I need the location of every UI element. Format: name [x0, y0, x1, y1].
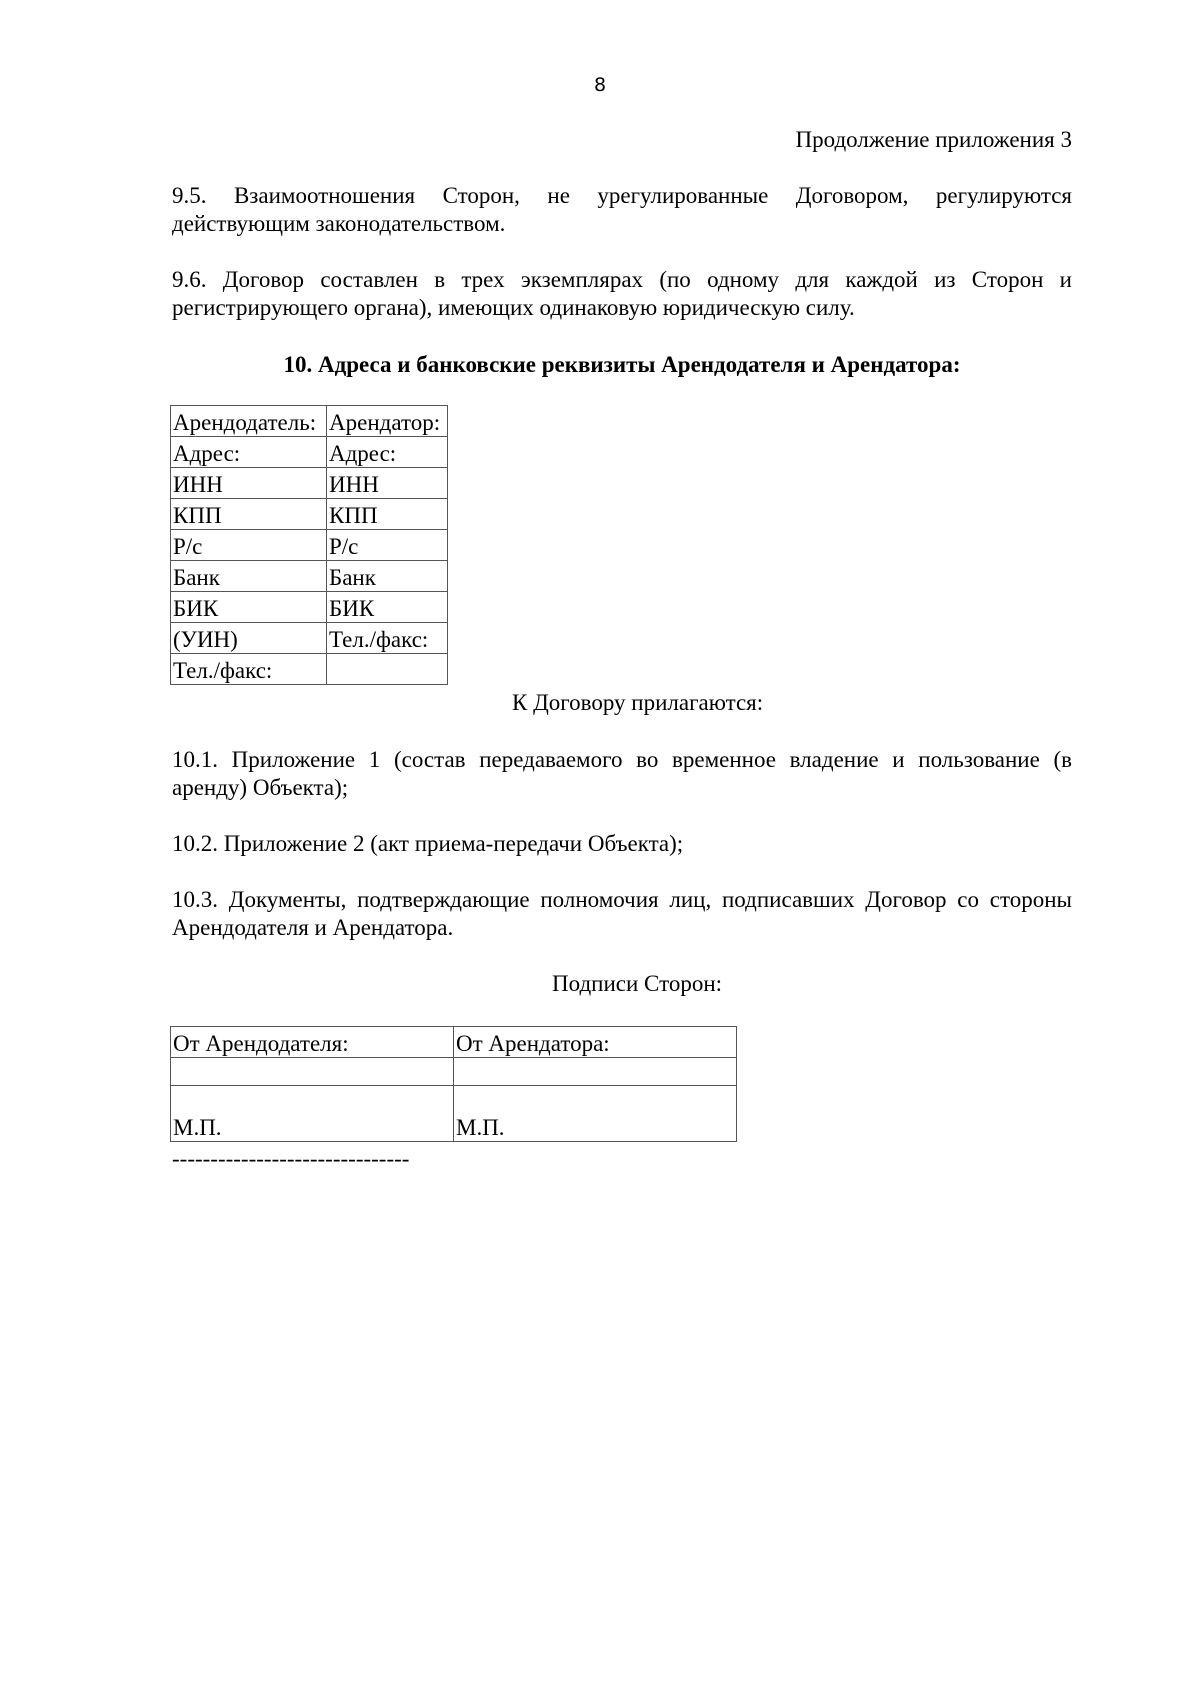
lessee-stamp-place: М.П. [454, 1086, 737, 1142]
table-cell: БИК [327, 592, 448, 623]
table-cell [327, 654, 448, 685]
lessee-signature-header: От Арендатора: [454, 1027, 737, 1058]
bank-details-table [170, 405, 448, 685]
clause-9-5: 9.5. Взаимоотношения Сторон, не урегулированные Договором, регулируются действующим законодательством. [172, 183, 1072, 236]
signatures-table [170, 1026, 737, 1142]
lessor-signature-line [171, 1058, 454, 1086]
table-row [171, 1086, 737, 1142]
table-cell: (УИН) [171, 623, 327, 654]
table-cell: Р/с [171, 530, 327, 561]
table-cell: Р/с [327, 530, 448, 561]
attachment-10-2: 10.2. Приложение 2 (акт приема-передачи Объекта); [172, 831, 684, 856]
table-cell: БИК [171, 592, 327, 623]
attachments-label: К Договору прилагаются: [512, 690, 764, 715]
lessor-stamp-place: М.П. [171, 1086, 454, 1142]
table-row [171, 530, 448, 561]
table-cell: Адрес: [171, 437, 327, 468]
table-row [171, 468, 448, 499]
lessee-signature-line [454, 1058, 737, 1086]
table-row [171, 1058, 737, 1086]
table-row [171, 592, 448, 623]
appendix-continuation-label: Продолжение приложения 3 [795, 127, 1072, 152]
table-cell: Арендатор: [327, 406, 448, 437]
table-cell: КПП [171, 499, 327, 530]
footnote-separator: ------------------------------- [172, 1146, 410, 1171]
table-cell: Адрес: [327, 437, 448, 468]
table-row [171, 561, 448, 592]
table-cell: ИНН [171, 468, 327, 499]
table-cell: Арендодатель: [171, 406, 327, 437]
table-cell: Тел./факс: [171, 654, 327, 685]
clause-9-6: 9.6. Договор составлен в трех экземплярах (по одному для каждой из Сторон и регистрирующего органа), имеющих одинаковую юридическую силу. [172, 267, 1072, 320]
table-row [171, 437, 448, 468]
section-10-heading: 10. Адреса и банковские реквизиты Арендодателя и Арендатора: [283, 352, 961, 377]
attachment-10-1: 10.1. Приложение 1 (состав передаваемого во временное владение и пользование (в аренду) Объекта); [172, 747, 1072, 800]
table-row [171, 1027, 737, 1058]
lessor-signature-header: От Арендодателя: [171, 1027, 454, 1058]
table-cell: Тел./факс: [327, 623, 448, 654]
table-cell: ИНН [327, 468, 448, 499]
attachment-10-3: 10.3. Документы, подтверждающие полномочия лиц, подписавших Договор со стороны Арендодателя и Арендатора. [172, 887, 1072, 940]
table-row [171, 406, 448, 437]
table-row [171, 499, 448, 530]
table-cell: КПП [327, 499, 448, 530]
signatures-label: Подписи Сторон: [552, 971, 723, 996]
table-cell: Банк [171, 561, 327, 592]
table-cell: Банк [327, 561, 448, 592]
table-row [171, 654, 448, 685]
page-number: 8 [593, 74, 607, 96]
table-row [171, 623, 448, 654]
